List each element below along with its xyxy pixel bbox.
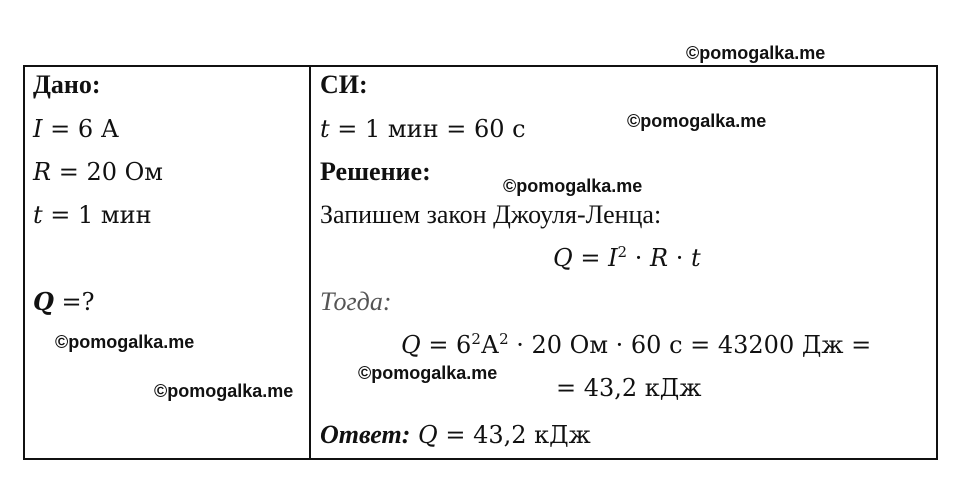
find-quantity	[33, 287, 95, 317]
watermark: ©pomogalka.me	[154, 381, 294, 401]
answer-value: = 43,2 кДж	[437, 421, 591, 449]
answer-line	[320, 420, 591, 450]
watermark: ©pomogalka.me	[503, 176, 643, 196]
formula-i: I	[608, 244, 618, 272]
solution-intro: Запишем закон Джоуля-Ленца:	[320, 200, 662, 229]
calc-unit: А	[480, 331, 500, 359]
si-heading: СИ:	[320, 70, 368, 99]
formula-r: R	[649, 244, 669, 272]
formula-q: Q	[553, 244, 573, 272]
calculation-line	[401, 330, 871, 360]
formula-exp: 2	[617, 243, 628, 261]
calc-eq: = 6	[420, 331, 472, 359]
find-value: =?	[53, 288, 95, 316]
calc-rest: · 20 Ом · 60 с = 43200 Дж =	[508, 331, 872, 359]
si-var: t	[320, 115, 330, 143]
calc-q: Q	[401, 331, 421, 359]
column-divider	[309, 65, 311, 460]
watermark: ©pomogalka.me	[686, 43, 826, 63]
formula-eq: =	[572, 244, 609, 272]
given-resistance	[33, 157, 163, 187]
given-value: = 6 А	[42, 115, 119, 143]
calculation-line-2: = 43,2 кДж	[556, 374, 702, 402]
solution-heading: Решение:	[320, 157, 431, 186]
formula-dot: ·	[627, 244, 650, 272]
calc-exp: 2	[499, 330, 509, 348]
joule-lenz-formula	[553, 243, 701, 273]
given-value: = 1 мин	[42, 201, 152, 229]
given-time	[33, 200, 152, 230]
given-current	[33, 114, 119, 144]
then-label: Тогда:	[320, 287, 392, 316]
formula-dot: ·	[668, 244, 691, 272]
given-value: = 20 Ом	[51, 158, 163, 186]
given-var: t	[33, 201, 43, 229]
find-var: Q	[33, 287, 54, 316]
given-var: R	[33, 158, 52, 186]
watermark: ©pomogalka.me	[55, 332, 195, 352]
si-value: = 1 мин = 60 с	[329, 115, 526, 143]
given-heading: Дано:	[33, 70, 101, 99]
watermark: ©pomogalka.me	[627, 111, 767, 131]
answer-q: Q	[418, 421, 438, 449]
formula-t: t	[690, 244, 701, 272]
answer-label: Ответ:	[320, 420, 411, 449]
calc-exp: 2	[471, 330, 481, 348]
given-var: I	[33, 115, 43, 143]
si-conversion	[320, 114, 526, 144]
watermark: ©pomogalka.me	[358, 363, 498, 383]
